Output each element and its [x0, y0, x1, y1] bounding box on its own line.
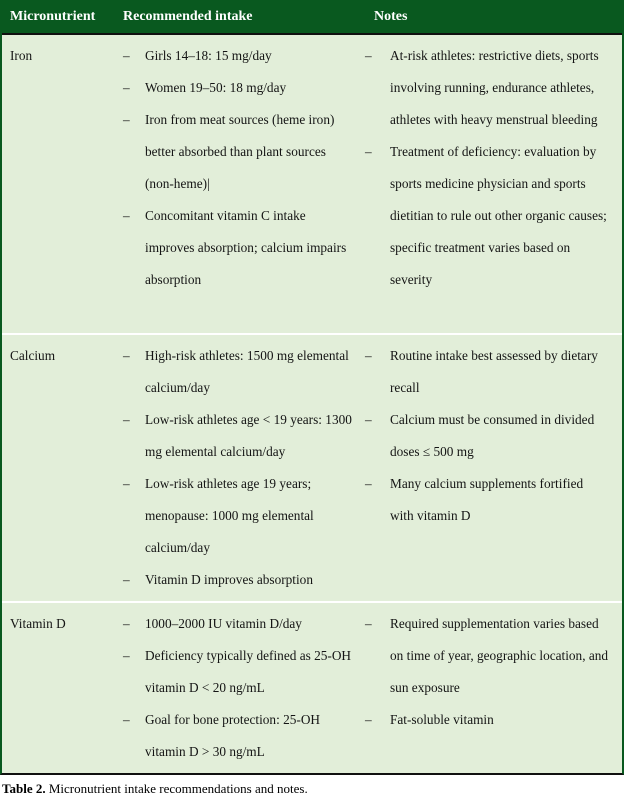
bullet-dash: – [123, 348, 130, 363]
intake-text: Girls 14–18: 15 mg/day [145, 48, 272, 63]
notes-text: Treatment of deficiency: evaluation by sports medicine physician and sports dietitian to rule out other organic causes; specific treatment varies based on severity [390, 144, 607, 287]
notes-bullet[interactable] [365, 608, 610, 704]
notes-bullet[interactable] [365, 704, 610, 736]
intake-bullet[interactable] [123, 404, 356, 468]
bullet-dash: – [365, 616, 372, 631]
intake-cell [113, 40, 358, 328]
notes-text: Routine intake best assessed by dietary recall [390, 348, 598, 395]
notes-cell [358, 340, 622, 596]
intake-text: Concomitant vitamin C intake improves absorption; calcium impairs absorption [145, 208, 347, 287]
bullet-dash: – [123, 712, 130, 727]
header-recommended-intake: Recommended intake [123, 8, 253, 24]
intake-bullet[interactable] [123, 640, 356, 704]
intake-bullet[interactable] [123, 564, 356, 596]
notes-text: Many calcium supplements fortified with vitamin D [390, 476, 584, 523]
intake-text: 1000–2000 IU vitamin D/day [145, 616, 302, 631]
micronutrient-name[interactable]: Vitamin D [10, 616, 66, 631]
notes-text: Required supplementation varies based on time of year, geographic location, and sun exposure [390, 616, 609, 695]
intake-bullet[interactable] [123, 608, 356, 640]
intake-text: Goal for bone protection: 25-OH vitamin D > 30 ng/mL [145, 712, 321, 759]
bullet-dash: – [365, 48, 372, 63]
micronutrient-name[interactable]: Iron [10, 48, 33, 63]
bullet-dash: – [123, 648, 130, 663]
intake-bullet[interactable] [123, 704, 356, 768]
table-header-row [2, 0, 622, 35]
caption-label: Table 2. [2, 781, 46, 796]
bullet-dash: – [123, 80, 130, 95]
bullet-dash: – [365, 712, 372, 727]
bullet-dash: – [123, 412, 130, 427]
bullet-dash: – [123, 476, 130, 491]
bullet-dash: – [123, 48, 130, 63]
header-micronutrient: Micronutrient [10, 8, 96, 24]
notes-text: At-risk athletes: restrictive diets, sports involving running, endurance athletes, athletes with heavy menstrual bleeding [390, 48, 599, 127]
table-row-vitamin-d [2, 601, 622, 773]
bullet-dash: – [123, 572, 130, 587]
intake-bullet[interactable] [123, 340, 356, 404]
notes-bullet[interactable] [365, 40, 610, 136]
header-notes: Notes [374, 8, 408, 24]
intake-bullet[interactable] [123, 200, 356, 296]
caption-text: Micronutrient intake recommendations and notes. [45, 781, 308, 796]
intake-text: Women 19–50: 18 mg/day [145, 80, 287, 95]
bullet-dash: – [123, 616, 130, 631]
intake-bullet[interactable] [123, 72, 356, 104]
intake-text: Deficiency typically defined as 25-OH vitamin D < 20 ng/mL [145, 648, 352, 695]
table-caption [0, 775, 624, 797]
table-row-calcium [2, 333, 622, 601]
notes-bullet[interactable] [365, 468, 610, 532]
notes-bullet[interactable] [365, 404, 610, 468]
bullet-dash: – [123, 208, 130, 223]
intake-text: Vitamin D improves absorption [145, 572, 313, 587]
table-row-iron [2, 35, 622, 333]
bullet-dash: – [365, 348, 372, 363]
notes-bullet[interactable] [365, 340, 610, 404]
bullet-dash: – [123, 112, 130, 127]
intake-bullet[interactable] [123, 468, 356, 564]
notes-text: Fat-soluble vitamin [390, 712, 494, 727]
notes-text: Calcium must be consumed in divided doses ≤ 500 mg [390, 412, 595, 459]
intake-cell [113, 608, 358, 768]
intake-text: High-risk athletes: 1500 mg elemental calcium/day [145, 348, 349, 395]
intake-text: Low-risk athletes age 19 years; menopause: 1000 mg elemental calcium/day [145, 476, 314, 555]
micronutrient-name[interactable]: Calcium [10, 348, 56, 363]
notes-cell [358, 40, 622, 328]
table-body [2, 35, 622, 773]
intake-cell [113, 340, 358, 596]
intake-text: Iron from meat sources (heme iron) better absorbed than plant sources (non-heme)| [145, 112, 335, 191]
intake-bullet[interactable] [123, 40, 356, 72]
bullet-dash: – [365, 144, 372, 159]
intake-text: Low-risk athletes age < 19 years: 1300 mg elemental calcium/day [145, 412, 352, 459]
notes-bullet[interactable] [365, 136, 610, 296]
bullet-dash: – [365, 476, 372, 491]
intake-bullet[interactable] [123, 104, 356, 200]
notes-cell [358, 608, 622, 768]
bullet-dash: – [365, 412, 372, 427]
